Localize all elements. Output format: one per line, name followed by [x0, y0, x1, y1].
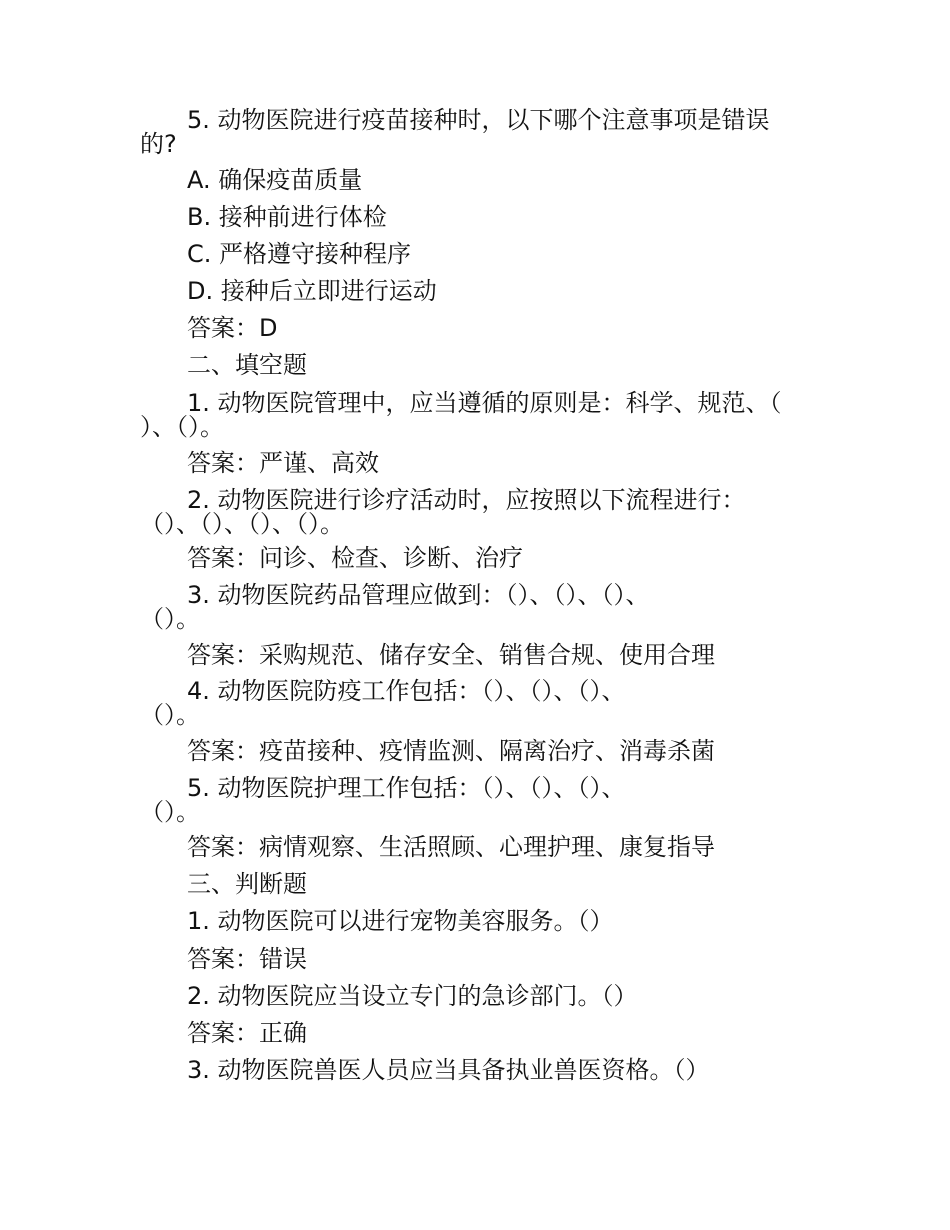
section-heading-fill-blank: 二、填空题 [187, 351, 307, 379]
answer-tf-1: 答案：错误 [187, 945, 307, 973]
section-heading-true-false: 三、判断题 [187, 870, 307, 898]
question-text-line-2: （）。 [140, 701, 200, 729]
answer-fill-5: 答案：病情观察、生活照顾、心理护理、康复指导 [187, 833, 715, 861]
fill-blank-question-2 [140, 488, 810, 536]
answer-q5: 答案：D [187, 314, 278, 342]
answer-fill-3: 答案：采购规范、储存安全、销售合规、使用合理 [187, 641, 715, 669]
fill-blank-question-3 [140, 583, 810, 631]
true-false-question-3: 3. 动物医院兽医人员应当具备执业兽医资格。（） [187, 1056, 710, 1084]
question-text-line-2: （）。 [140, 605, 200, 633]
option-d: D. 接种后立即进行运动 [187, 277, 437, 305]
fill-blank-question-1 [140, 391, 810, 439]
question-text-line-1: 1. 动物医院管理中，应当遵循的原则是：科学、规范、（ [187, 389, 782, 417]
true-false-question-2: 2. 动物医院应当设立专门的急诊部门。（） [187, 982, 638, 1010]
fill-blank-question-4 [140, 679, 810, 727]
true-false-question-1: 1. 动物医院可以进行宠物美容服务。（） [187, 907, 614, 935]
answer-fill-2: 答案：问诊、检查、诊断、治疗 [187, 544, 523, 572]
option-b: B. 接种前进行体检 [187, 203, 387, 231]
question-text-line-1: 4. 动物医院防疫工作包括：（）、（）、（）、 [187, 677, 626, 705]
answer-fill-4: 答案：疫苗接种、疫情监测、隔离治疗、消毒杀菌 [187, 737, 715, 765]
option-c: C. 严格遵守接种程序 [187, 240, 412, 268]
question-text-line-2: 的? [140, 130, 177, 158]
question-text-line-2: （）、（）、（）、（）。 [140, 510, 344, 538]
question-text-line-1: 5. 动物医院护理工作包括：（）、（）、（）、 [187, 774, 626, 802]
question-text-line-2: ）、（）。 [140, 413, 224, 441]
question-text-line-1: 5. 动物医院进行疫苗接种时，以下哪个注意事项是错误 [187, 106, 770, 134]
option-a: A. 确保疫苗质量 [187, 166, 363, 194]
question-text-line-2: （）。 [140, 798, 200, 826]
question-5-mc [140, 108, 810, 156]
fill-blank-question-5 [140, 776, 810, 824]
answer-tf-2: 答案：正确 [187, 1019, 307, 1047]
question-text-line-1: 3. 动物医院药品管理应做到：（）、（）、（）、 [187, 581, 650, 609]
question-text-line-1: 2. 动物医院进行诊疗活动时，应按照以下流程进行： [187, 486, 746, 514]
answer-fill-1: 答案：严谨、高效 [187, 449, 379, 477]
